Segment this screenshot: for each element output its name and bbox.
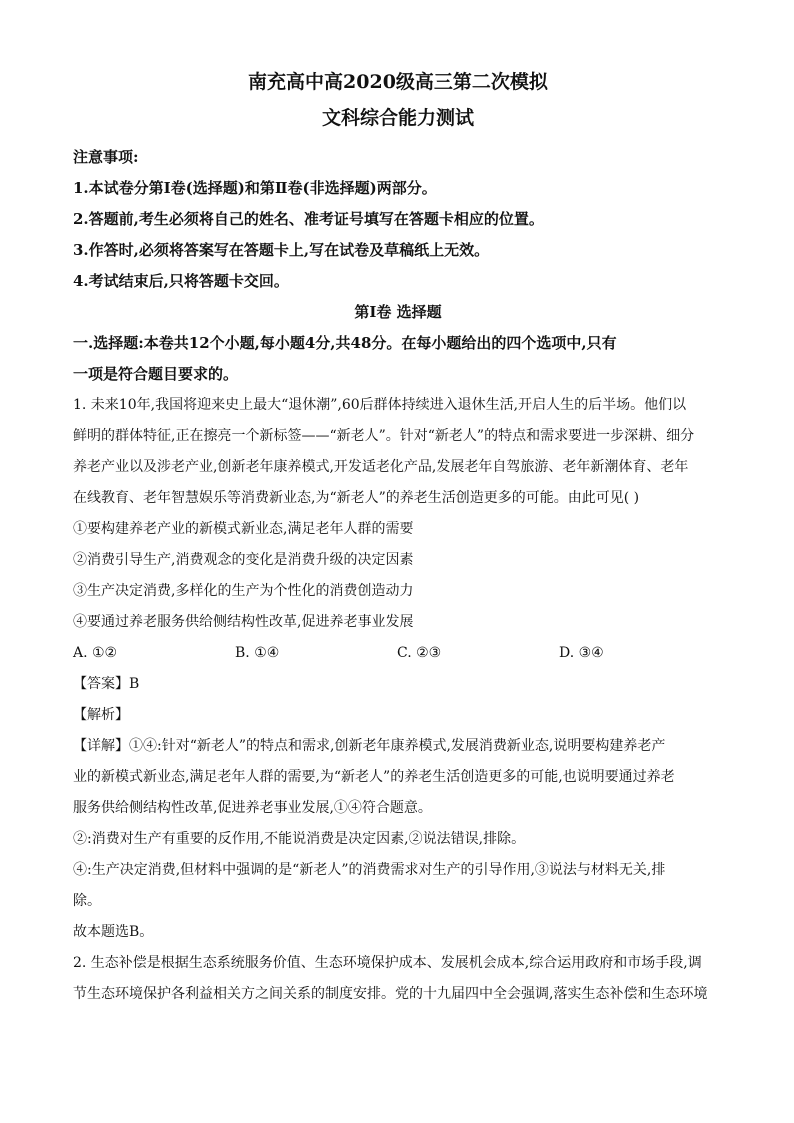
- option-a: A. ①②: [73, 645, 118, 661]
- question-1: [73, 390, 723, 948]
- notice-item: 3.作答时,必须将答案写在答题卡上,写在试卷及草稿纸上无效。: [73, 241, 490, 259]
- detail-text: 业的新模式新业态,满足老年人群的需要,为“新老人”的养老生活创造更多的可能,也说明要通过养老: [73, 769, 675, 785]
- question-text: 鲜明的群体特征,正在擦亮一个新标签——“新老人”。针对“新老人”的特点和需求要进一步深耕、细分: [73, 428, 695, 444]
- analysis-label: 【解析】: [73, 707, 129, 723]
- detail-text: ②:消费对生产有重要的反作用,不能说消费是决定因素,②说法错误,排除。: [73, 831, 526, 847]
- question-text: 养老产业以及涉老产业,创新老年康养模式,开发适老化产品,发展老年自驾旅游、老年新潮体育、老年: [73, 459, 689, 475]
- notice-item: 1.本试卷分第Ⅰ卷(选择题)和第Ⅱ卷(非选择题)两部分。: [73, 179, 437, 197]
- detail-text: 服务供给侧结构性改革,促进养老事业发展,①④符合题意。: [73, 800, 432, 816]
- notice-item: 2.答题前,考生必须将自己的姓名、准考证号填写在答题卡相应的位置。: [73, 210, 544, 228]
- option-c: C. ②③: [397, 645, 442, 661]
- exam-title: 南充高中高2020级高三第二次模拟: [248, 71, 548, 93]
- answer-label: 【答案】B: [73, 676, 140, 692]
- notice-block: [73, 142, 723, 297]
- question-text: 2. 生态补偿是根据生态系统服务价值、生态环境保护成本、发展机会成本,综合运用政府和市场手段,调: [73, 955, 702, 971]
- statement: ③生产决定消费,多样化的生产为个性化的消费创造动力: [73, 583, 414, 599]
- section-instruction: 一.选择题:本卷共12个小题,每小题4分,共48分。在每小题给出的四个选项中,只有: [73, 334, 617, 352]
- statement: ①要构建养老产业的新模式新业态,满足老年人群的需要: [73, 521, 414, 537]
- option-b: B. ①④: [235, 645, 280, 661]
- exam-subtitle: 文科综合能力测试: [321, 107, 474, 129]
- section-title: 第Ⅰ卷 选择题: [354, 303, 442, 321]
- detail-text: 【详解】①④:针对“新老人”的特点和需求,创新老年康养模式,发展消费新业态,说明要构建养老产: [73, 738, 666, 754]
- exam-page: [73, 68, 723, 1010]
- statement: ④要通过养老服务供给侧结构性改革,促进养老事业发展: [73, 614, 414, 630]
- question-text: 节生态环境保护各利益相关方之间关系的制度安排。党的十九届四中全会强调,落实生态补偿和生态环境: [73, 986, 708, 1002]
- detail-text: 除。: [73, 893, 101, 909]
- notice-heading: 注意事项:: [73, 148, 139, 166]
- detail-text: 故本题选B。: [73, 924, 154, 940]
- statement: ②消费引导生产,消费观念的变化是消费升级的决定因素: [73, 552, 414, 568]
- question-text: 在线教育、老年智慧娱乐等消费新业态,为“新老人”的养老生活创造更多的可能。由此可见( ): [73, 490, 640, 506]
- option-d: D. ③④: [559, 645, 604, 661]
- question-text: 1. 未来10年,我国将迎来史上最大“退休潮”,60后群体持续进入退休生活,开启人生的后半场。他们以: [73, 397, 687, 413]
- question-2: [73, 948, 723, 1010]
- detail-text: ④:生产决定消费,但材料中强调的是“新老人”的消费需求对生产的引导作用,③说法与材料无关,排: [73, 862, 666, 878]
- answer-options: [73, 638, 723, 669]
- section-instruction: 一项是符合题目要求的。: [73, 365, 239, 383]
- notice-item: 4.考试结束后,只将答题卡交回。: [73, 272, 289, 290]
